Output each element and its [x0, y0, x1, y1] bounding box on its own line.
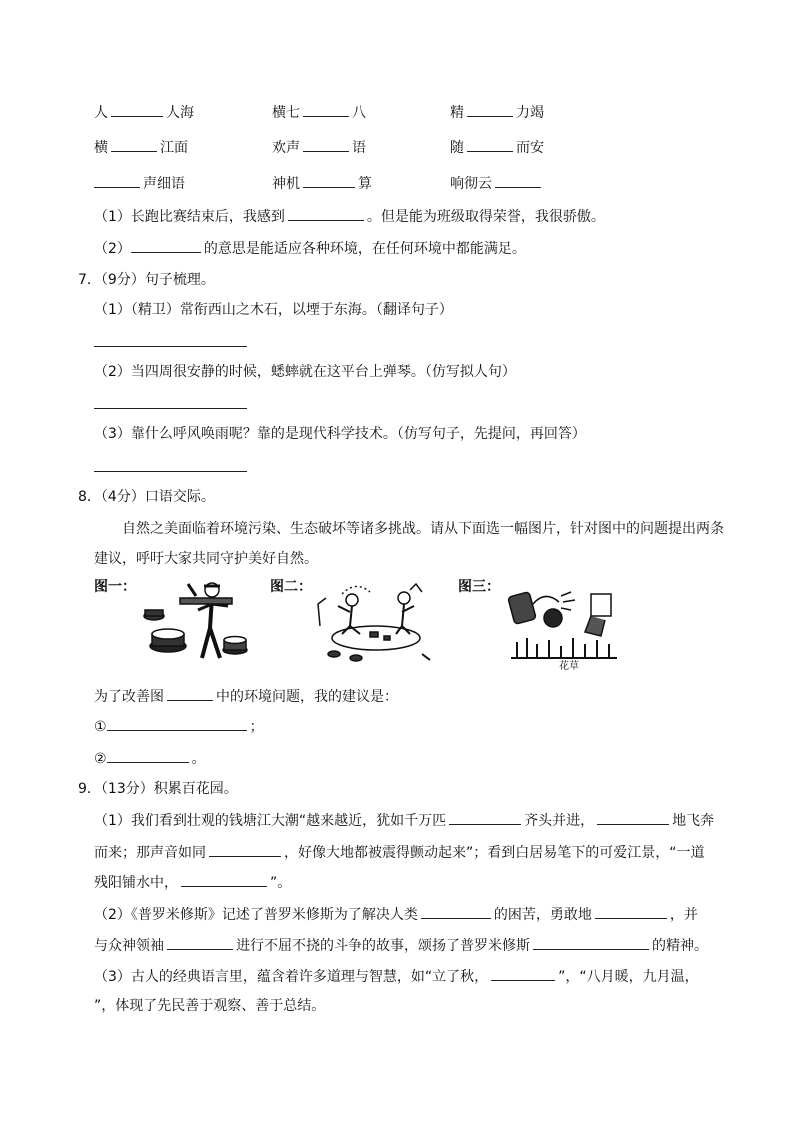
q9-part3-line1: （3）古人的经典语言里，蕴含着许多道理与智慧，如“立了秋， ”，“八月暖，九月温，: [94, 966, 699, 987]
idiom-3: 精 力竭: [450, 102, 544, 123]
q7-answer-line-1[interactable]: [94, 346, 247, 347]
idiom-blank[interactable]: [303, 137, 349, 152]
figure-2-litter-image: [312, 576, 440, 666]
q8-suggestion-prompt: 为了改善图 中的环境问题，我的建议是：: [94, 686, 398, 707]
idiom-blank[interactable]: [111, 102, 163, 117]
figure-1-logging-image: [140, 576, 252, 666]
idiom-9: 响彻云: [450, 173, 544, 194]
answer-blank[interactable]: [449, 810, 521, 825]
answer-blank[interactable]: [595, 904, 667, 919]
suggestion-blank-1[interactable]: [107, 716, 247, 731]
q9-part1-line2: 而来；那声音如同 ，好像大地都被震得颤动起来”；看到白居易笔下的可爱江景，“一道: [94, 842, 705, 863]
idiom-blank[interactable]: [111, 137, 157, 152]
q8-suggestion-2: ② 。: [94, 748, 206, 769]
idiom-question-1: （1）长跑比赛结束后，我感到 。但是能为班级取得荣誉，我很骄傲。: [94, 206, 605, 227]
idiom-6: 随 而安: [450, 137, 544, 158]
q9-part2-line2: 与众神领袖 进行不屈不挠的斗争的故事，颂扬了普罗米修斯 的精神。: [94, 935, 708, 956]
idiom-8: 神机 算: [272, 173, 372, 194]
idiom-7: 声细语: [94, 173, 185, 194]
idiom-2: 横七 八: [272, 102, 366, 123]
q9-part3-line2: ”，体现了先民善于观察、善于总结。: [94, 998, 326, 1014]
answer-blank[interactable]: [288, 206, 364, 221]
idiom-5: 欢声 语: [272, 137, 366, 158]
idiom-blank[interactable]: [467, 137, 513, 152]
suggestion-blank-2[interactable]: [107, 748, 189, 763]
idiom-blank[interactable]: [303, 173, 355, 188]
q8-suggestion-1: ① ；: [94, 716, 264, 737]
figure-3-caption: 花草: [559, 661, 579, 670]
figure-1-label: 图一：: [94, 579, 136, 595]
q7-answer-line-2[interactable]: [94, 408, 247, 409]
figure-choice-blank[interactable]: [167, 686, 213, 701]
q9-header: 9．（13分）积累百花园。: [78, 781, 238, 797]
q8-paragraph-line-1: 自然之美面临着环境污染、生态破坏等诸多挑战。请从下面选一幅图片，针对图中的问题提出两条: [122, 521, 724, 537]
answer-blank[interactable]: [421, 904, 491, 919]
idiom-blank[interactable]: [303, 102, 349, 117]
answer-blank[interactable]: [491, 966, 555, 981]
answer-blank[interactable]: [597, 810, 669, 825]
idiom-4: 横 江面: [94, 137, 188, 158]
idiom-blank[interactable]: [94, 173, 140, 188]
answer-blank[interactable]: [181, 872, 267, 887]
idiom-question-2: （2） 的意思是能适应各种环境，在任何环境中都能满足。: [94, 238, 526, 259]
q9-part1-line1: （1）我们看到壮观的钱塘江大潮“越来越近，犹如千万匹 齐头并进， 地飞奔: [94, 810, 714, 831]
q9-part2-line1: （2）《普罗米修斯》记述了普罗米修斯为了解决人类 的困苦，勇敢地 ，并: [94, 904, 698, 925]
answer-blank[interactable]: [209, 842, 281, 857]
idiom-blank[interactable]: [467, 102, 513, 117]
q7-answer-line-3[interactable]: [94, 471, 247, 472]
q8-header: 8．（4分）口语交际。: [78, 489, 215, 505]
q8-paragraph-line-2: 建议，呼吁大家共同守护美好自然。: [94, 551, 318, 567]
q7-header: 7．（9分）句子梳理。: [78, 272, 215, 288]
q7-sentence-2: （2）当四周很安静的时候，蟋蟀就在这平台上弹琴。（仿写拟人句）: [94, 364, 516, 380]
figure-3-pollution-image: [505, 584, 623, 670]
q7-sentence-1: （1）（精卫）常衔西山之木石，以堙于东海。（翻译句子）: [94, 302, 453, 318]
idiom-1: 人 人海: [94, 102, 194, 123]
answer-blank[interactable]: [131, 238, 201, 253]
idiom-blank[interactable]: [495, 173, 541, 188]
answer-blank[interactable]: [533, 935, 649, 950]
answer-blank[interactable]: [167, 935, 233, 950]
q7-sentence-3: （3）靠什么呼风唤雨呢？靠的是现代科学技术。（仿写句子，先提问，再回答）: [94, 426, 586, 442]
figure-3-label: 图三：: [458, 579, 500, 595]
figure-2-label: 图二：: [270, 579, 312, 595]
q9-part1-line3: 残阳铺水中， ”。: [94, 872, 291, 893]
